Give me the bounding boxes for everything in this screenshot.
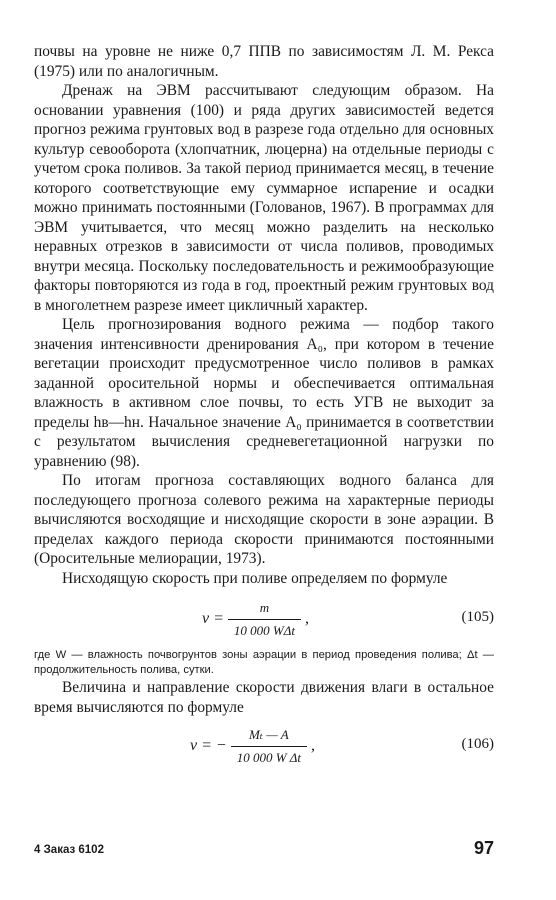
paragraph-continuation: почвы на уровне не ниже 0,7 ППВ по зависимостям Л. М. Рекса (1975) или по аналогичным.: [34, 43, 494, 80]
formula-105-tail: ,: [304, 610, 309, 628]
formula-note: где W — влажность почвогрунтов зоны аэрации в период проведения полива; Δt — продолжительность полива, сутки.: [34, 649, 494, 676]
print-signature: 4 Заказ 6102: [34, 844, 104, 856]
formula-105: [34, 594, 494, 644]
formula-105-number: (105): [461, 609, 494, 625]
paragraph-downward-velocity: Нисходящую скорость при поливе определяем по формуле: [62, 569, 448, 587]
formula-106-fraction: [231, 725, 307, 767]
formula-106: [34, 721, 494, 767]
formula-105-fraction: [228, 598, 301, 640]
formula-106-tail: ,: [311, 737, 316, 755]
paragraph-water-balance: По итогам прогноза составляющих водного баланса для последующего прогноза солевого режима на характерные периоды вычисляются восходящие и нисходящие скорости в зоне аэрации. В пределах каждого периода скорости принимаются постоянными (Оросительные мелиорации, 1973).: [34, 472, 494, 567]
formula-105-lhs: v =: [202, 610, 224, 628]
formula-106-numerator: Mₜ — A: [248, 727, 289, 742]
formula-106-denominator: 10 000 W Δt: [231, 746, 307, 768]
page-number: 97: [473, 838, 494, 858]
formula-106-number: (106): [461, 736, 494, 752]
formula-106-lhs: v = −: [190, 737, 227, 755]
formula-105-numerator: m: [259, 600, 270, 615]
body-text: [34, 42, 494, 771]
paragraph-velocity-direction: Величина и направление скорости движения влаги в остальное время вычисляются по формуле: [34, 679, 494, 716]
paragraph-drainage-computation: Дренаж на ЭВМ рассчитывают следующим образом. На основании уравнения (100) и ряда других зависимостей ведется прогноз режима грунтовых вод в разрезе года отдельно для основных культур севооборота (хлопчатник, люцерна) на отдельные периоды с учетом срока поливов. За такой период принимается месяц, в течение которого соответствующие ему суммарное испарение и осадки можно принимать постоянными (Голованов, 1967). В программах для ЭВМ учитывается, что месяц можно разделить на несколько неравных отрезков в зависимости от числа поливов, проводимых внутри месяца. Поскольку последовательность и режимообразующие факторы повторяются из года в год, проектный режим грунтовых вод в многолетнем разрезе имеет цикличный характер.: [34, 82, 494, 314]
formula-105-denominator: 10 000 WΔt: [228, 619, 301, 641]
paragraph-forecast-goal: Цель прогнозирования водного режима — подбор такого значения интенсивности дренирования A₀, при котором в течение вегетации происходит предусмотренное число поливов в рамках заданной оросительной нормы и обеспечивается оптимальная влажность в активном слое почвы, то есть УГВ не выходит за пределы hв—hн. Начальное значение A₀ принимается в соответствии с результатом вычисления средневегетационной нагрузки по уравнению (98).: [34, 316, 494, 470]
